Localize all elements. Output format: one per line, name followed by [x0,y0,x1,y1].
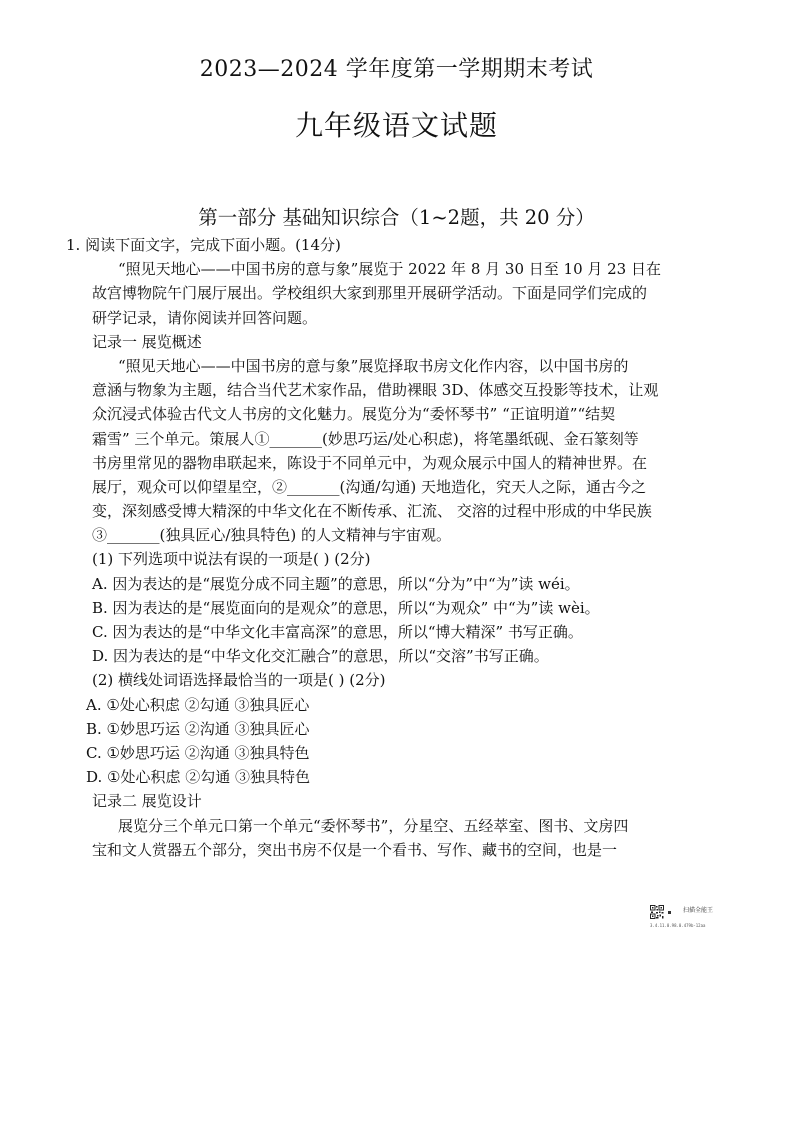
intro-line: “照见天地心——中国书房的意与象”展览于 2022 年 8 月 30 日至 10 月 23 日在 [118,260,661,279]
subquestion-1-prompt: (1) 下列选项中说法有误的一项是( ) (2分) [92,550,371,569]
record1-line: 意涵与物象为主题，结合当代艺术家作品，借助裸眼 3D、体感交互投影等技术，让观 [92,381,659,400]
subquestion-2-prompt: (2) 横线处词语选择最恰当的一项是( ) (2分) [92,671,386,690]
subquestion-2-option-b: B. ①妙思巧运 ②沟通 ③独具匠心 [86,719,310,738]
subquestion-1-option-d: D. 因为表达的是“中华文化交汇融合”的意思，所以“交溶”书写正确。 [92,647,549,666]
scanner-app-label: 扫描全能王 [683,907,714,914]
record1-line: 霜雪” 三个单元。策展人①_______(妙思巧运/处心积虑)，将笔墨纸砚、金石篆刻等 [92,429,639,448]
record2-line: 宝和文人赏器五个部分，突出书房不仅是一个看书、写作、藏书的空间，也是一 [92,840,618,859]
record2-line: 展览分三个单元口第一个单元“委怀琴书”，分星空、五经萃室、图书、文房四 [118,816,629,835]
record1-line: 众沉浸式体验古代文人书房的文化魅力。展览分为“委怀琴书” “正谊明道”“结契 [92,405,616,424]
question-1 [66,233,698,862]
bullet-dot [668,911,671,914]
record1-line: ③_______(独具匠心/独具特色) 的人文精神与宇宙观。 [92,526,452,545]
exam-title: 2023—2024 学年度第一学期期末考试 [199,57,594,82]
subquestion-1-option-c: C. 因为表达的是“中华文化丰富高深”的意思，所以“博大精深” 书写正确。 [92,623,583,641]
record1-line: “照见天地心——中国书房的意与象”展览择取书房文化作内容，以中国书房的 [118,356,629,375]
subquestion-2-option-d: D. ①处心积虑 ②勾通 ③独具特色 [86,768,311,787]
subquestion-1-option-a: A. 因为表达的是“展览分成不同主题”的意思，所以“分为”中“为”读 wéi。 [92,574,580,593]
question-prompt: 1. 阅读下面文字，完成下面小题。(14分) [66,236,341,254]
scanner-watermark [650,905,740,931]
record1-title: 记录一 展览概述 [92,332,202,351]
record1-line: 变，深刻感受博大精深的中华文化在不断传承、汇流、 交溶的过程中形成的中华民族 [92,502,652,521]
subject-title: 九年级语文试题 [294,109,498,142]
subquestion-2-option-c: C. ①妙思巧运 ②沟通 ③独具特色 [86,743,310,762]
scanner-id: 3.4.11.0.98.0.479b-12aa [650,923,706,928]
intro-line: 研学记录，请你阅读并回答问题。 [92,308,318,327]
record1-line: 书房里常见的器物串联起来，陈设于不同单元中，为观众展示中国人的精神世界。在 [92,453,648,472]
intro-line: 故宫博物院午门展厅展出。学校组织大家到那里开展研学活动。下面是同学们完成的 [92,284,648,303]
subquestion-2-option-a: A. ①处心积虑 ②勾通 ③独具匠心 [86,695,310,714]
qr-code-icon [650,905,664,919]
record1-line: 展厅，观众可以仰望星空，②_______(沟通/勾通) 天地造化，究天人之际，通古今之 [92,477,647,496]
subquestion-1-option-b: B. 因为表达的是“展览面向的是观众”的意思，所以“为观众” 中“为”读 wèi。 [92,598,600,617]
record2-title: 记录二 展览设计 [92,792,202,811]
section-heading: 第一部分 基础知识综合（1~2题，共 20 分） [198,206,595,229]
